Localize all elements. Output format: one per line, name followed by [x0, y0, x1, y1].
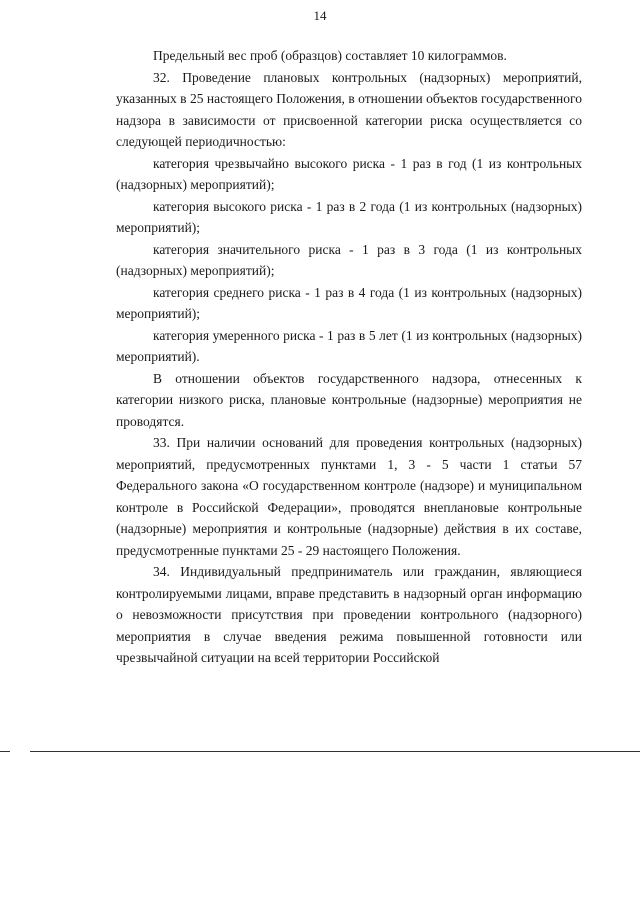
- page-bottom-rule: [30, 751, 640, 752]
- risk-category-high: категория высокого риска - 1 раз в 2 года (1 из контрольных (надзорных) мероприятий);: [116, 198, 582, 235]
- paragraph-34: 34. Индивидуальный предприниматель или гражданин, являющиеся контролируемыми лицами, вправе представить в надзорный орган информацию о невозможности присутствия при проведении контрольного (надзорного) мероприятия в случае введения режима повышенной готовности или чрезвычайной ситуации на всей территории Российской: [116, 564, 582, 665]
- risk-category-moderate: категория умеренного риска - 1 раз в 5 лет (1 из контрольных (надзорных) мероприятий).: [116, 327, 582, 364]
- edge-mark: [0, 751, 10, 752]
- paragraph-33: 33. При наличии оснований для проведения контрольных (надзорных) мероприятий, предусмотренных пунктами 1, 3 - 5 части 1 статьи 57 Федерального закона «О государственном контроле (надзоре) и муниципальном контроле в Российской Федерации», проводятся внеплановые контрольные (надзорные) мероприятия и контрольные (надзорные) действия в их составе, предусмотренные пунктами 25 - 29 настоящего Положения.: [116, 435, 582, 558]
- page-number: 14: [313, 8, 327, 23]
- paragraph-sample-weight: Предельный вес проб (образцов) составляет 10 килограммов.: [153, 48, 507, 63]
- paragraph-low-risk: В отношении объектов государственного надзора, отнесенных к категории низкого риска, плановые контрольные (надзорные) мероприятия не проводятся.: [116, 370, 582, 429]
- document-body: [116, 45, 582, 669]
- risk-category-significant: категория значительного риска - 1 раз в 3 года (1 из контрольных (надзорных) мероприятий);: [116, 241, 582, 278]
- paragraph-32: 32. Проведение плановых контрольных (надзорных) мероприятий, указанных в 25 настоящего Положения, в отношении объектов государственного надзора в зависимости от присвоенной категории риска осуществляется со следующей периодичностью:: [116, 69, 582, 149]
- risk-category-medium: категория среднего риска - 1 раз в 4 года (1 из контрольных (надзорных) мероприятий);: [116, 284, 582, 321]
- risk-category-extremely-high: категория чрезвычайно высокого риска - 1 раз в год (1 из контрольных (надзорных) мероприятий);: [116, 155, 582, 192]
